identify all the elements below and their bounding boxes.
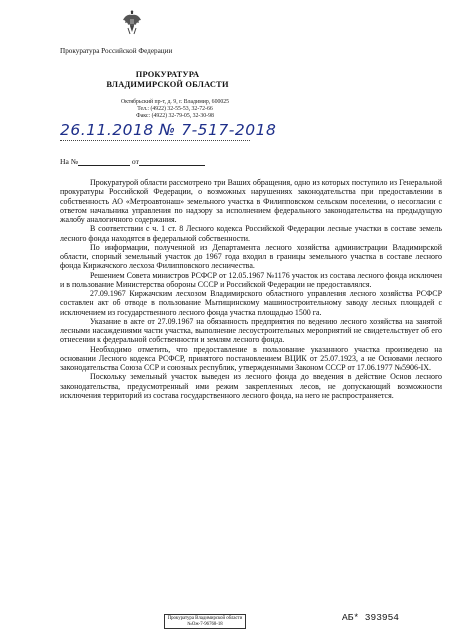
paragraph: По информации, полученной из Департамента лесного хозяйства администрации Владимирской области, спорный земельный участок до 1967 года входил в границы земельного участка в составе лесного фонда Киржачского лесхоза Филипповского лесничества.	[60, 242, 442, 271]
paragraph: Необходимо отметить, что предоставление в пользование указанного участка произведено на основании Лесного кодекса РСФСР, принятого постановлением ВЦИК от 25.07.1923, а не Основами лесного законодательства Союза ССР и союзных республик, утвержденными Законом СССР от 17.06.1977 №5906-IX.	[60, 344, 442, 372]
registration-stamp	[164, 614, 246, 629]
paragraph: Указание в акте от 27.09.1967 на обязанность предприятия по ведению лесного хозяйства на занятой лесными насаждениями части участка, выполнение лесоустроительных мероприятий не свидетельствует об его отнесении к федеральной собственности и землям лесного фонда.	[60, 316, 442, 345]
address-line: Октябрьский пр-т, д. 9, г. Владимир, 600025	[120, 99, 230, 105]
letter-body	[60, 178, 442, 400]
stamp-number: №Ож-7-96768-18	[187, 621, 223, 627]
paragraph: В соответствии с ч. 1 ст. 8 Лесного кодекса Российской Федерации лесные участки в составе земель лесного фонда находятся в федеральной собственности.	[60, 224, 442, 243]
reference-line	[60, 157, 205, 166]
paragraph: Поскольку земельный участок выведен из лесного фонда до введения в действие Основ лесного законодательства, предусмотренный ими режим закрепленных лесов, не допускающий возможности исключения территорий из состава государственного лесного фонда, на него не распространяется.	[60, 372, 442, 400]
prosecutor-office-label: Прокуратура Российской Федерации	[60, 47, 173, 55]
form-serial-number: АБ* 393954	[342, 612, 400, 623]
organization-name-line1: ПРОКУРАТУРА	[135, 70, 200, 79]
stamp-line: Прокуратура Владимирской области	[167, 616, 243, 621]
paragraph: Решением Совета министров РСФСР от 12.05.1967 №1176 участок из состава лесного фонда исключен и в пользование Министерства обороны СССР и Российской Федерации не предоставлялся.	[60, 270, 442, 289]
paragraph: Прокуратурой области рассмотрено три Ваших обращения, одно из которых поступило из Генеральной прокуратуры Российской Федерации, о возможных нарушениях законодательства при предоставлении в собственность АО «Метроавтонаш» земельного участка в Филипповском сельском поселении, о несогласии с ответом начальника управления по надзору за исполнением федерального законодательства на предыдущую жалобу аналогичного содержания.	[60, 178, 442, 224]
organization-name	[105, 70, 230, 90]
paragraph: 27.09.1967 Киржачским лесхозом Владимирского областного управления лесного хозяйства РСФСР составлен акт об отводе в пользование Мытищинскому машиностроительному заводу лесных площадей с исключением из государственного лесного фонда участка площадью 1500 га.	[60, 289, 442, 317]
organization-address	[105, 99, 245, 121]
phone-line: Тел.: (4922) 32-55-53, 32-72-66	[137, 106, 213, 113]
coat-of-arms-emblem	[122, 8, 142, 36]
reference-date-blank	[139, 158, 205, 166]
reference-date-label: от	[131, 157, 139, 166]
reference-number-label: На №	[60, 157, 78, 166]
organization-name-line2: ВЛАДИМИРСКОЙ ОБЛАСТИ	[106, 80, 229, 89]
date-number-underline	[60, 140, 250, 141]
reference-number-blank	[78, 158, 130, 166]
fax-line: Факс: (4922) 32-79-05, 32-30-98	[136, 113, 214, 120]
handwritten-date-number: 26.11.2018 № 7-517-2018	[60, 121, 277, 139]
